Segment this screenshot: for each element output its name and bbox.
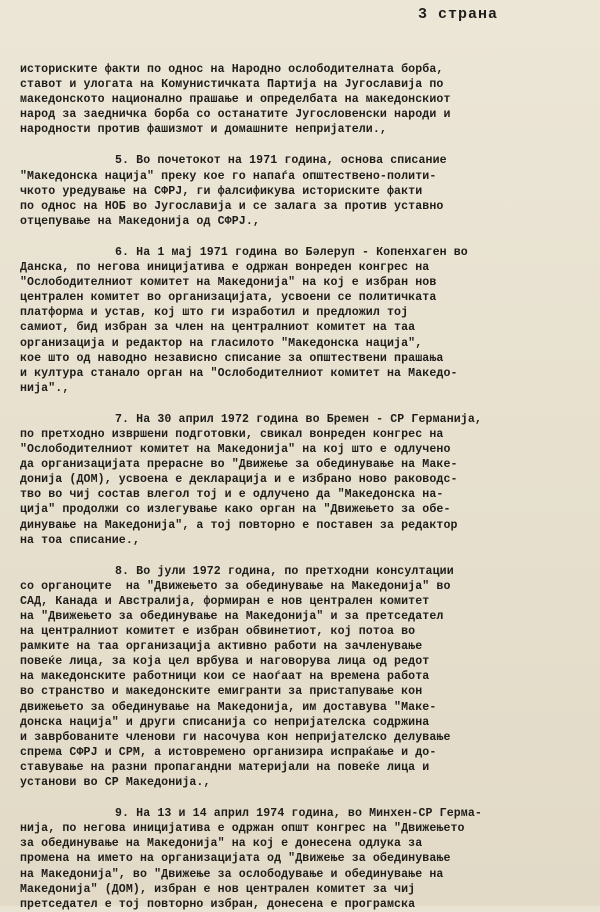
- text-line: самиот, бид избран за член на централниот комитет на таа: [20, 321, 416, 335]
- text-line: установи во СР Македонија.,: [20, 776, 211, 790]
- text-line: спрема СФРЈ и СРМ, а истовремено организира испраќање и до-: [20, 745, 437, 759]
- text-line: ставување на разни пропагандни материјали на повеќе лица и: [20, 760, 430, 774]
- text-line: по претходно извршени подготовки, свикал вонреден конгрес на: [20, 427, 444, 441]
- text-line: 8. Во јули 1972 година, по претходни консултации: [115, 564, 454, 578]
- text-line: народности против фашизмот и домашните непријатели.,: [20, 123, 387, 137]
- text-line: донска нација" и други списанија со непријателска содржина: [20, 715, 430, 729]
- page-number: 3 страна: [418, 6, 499, 23]
- text-line: рамките на таа организација активно работи на зачленување: [20, 640, 423, 654]
- text-line: историските факти по однос на Народно ослободителната борба,: [20, 63, 444, 76]
- text-line: на македонските работници кои се наоѓаат на времена работа: [20, 670, 430, 684]
- text-line: "Ослободителниот комитет на Македонија" на кој што е одлучено: [20, 443, 451, 457]
- text-line: организација и редактор на гласилото "Македонска нација",: [20, 336, 423, 350]
- text-line: на тоа списание.,: [20, 533, 140, 547]
- paragraph: [20, 806, 585, 912]
- paragraph: [20, 564, 585, 790]
- text-line: и култура станало орган на "Ослободителниот комитет на Македо-: [20, 366, 458, 380]
- text-line: за обединување на Македонија" на кој е донесена одлука за: [20, 837, 423, 851]
- text-line: отцепување на Македонија од СФРЈ.,: [20, 214, 260, 228]
- text-line: на Македонија", во "Движење за ослободување и обединување на: [20, 867, 444, 881]
- text-line: македонското национално прашање и определбата на македонскиот: [20, 93, 451, 107]
- paragraph: [20, 245, 585, 396]
- text-line: 5. Во почетокот на 1971 година, основа списание: [115, 154, 447, 168]
- text-line: претседател е тој повторно избран, донесена е програмска: [20, 897, 416, 911]
- text-line: "Ослободителниот комитет на Македонија" на кој е избран нов: [20, 276, 437, 290]
- text-line: платформа и устав, кој што ги изработил и предложил тој: [20, 306, 409, 320]
- text-line: и заврбованите членови ги насочува кон непријателско делување: [20, 730, 451, 744]
- text-line: САД, Канада и Австралија, формиран е нов централен комитет: [20, 594, 430, 608]
- text-line: чкото уредување на СФРЈ, ги фалсификува историските факти: [20, 184, 423, 198]
- text-line: тво во чиј состав влегол тој и е одлучено да "Македонска на-: [20, 488, 444, 502]
- text-line: ција" продолжи со излегување како орган на "Движењето за обе-: [20, 503, 451, 517]
- text-line: "Македонска нација" преку кое го напаѓа општествено-полити-: [20, 169, 437, 183]
- text-line: по однос на НОБ во Југославија и се залага за против уставно: [20, 199, 444, 213]
- text-line: Данска, по негова иницијатива е одржан вонреден конгрес на: [20, 261, 430, 275]
- text-line: повеќе лица, за која цел врбува и наговорува лица од редот: [20, 655, 430, 669]
- text-line: да организацијата прерасне во "Движење за обединување на Маке-: [20, 458, 458, 472]
- paragraph: [20, 153, 585, 228]
- text-line: на централниот комитет е избран обвинетиот, кој потоа во: [20, 625, 416, 639]
- text-line: донија (ДОМ), усвоена е декларација и е избрано ново раководс-: [20, 473, 458, 487]
- text-line: нија, по негова иницијатива е одржан општ конгрес на "Движењето: [20, 822, 465, 836]
- text-line: кое што од наводно независно списание за општествени прашања: [20, 351, 444, 365]
- text-line: движењето за обединување на Македонија, им доставува "Маке-: [20, 700, 437, 714]
- text-line: Македонија" (ДОМ), избран е нов централен комитет за чиј: [20, 882, 416, 896]
- text-line: нија".,: [20, 381, 70, 395]
- paragraph: [20, 412, 585, 548]
- text-line: 6. На 1 мај 1971 година во Бәлеруп - Копенхаген во: [115, 245, 468, 259]
- text-line: промена на името на организацијата од "Движење за обединување: [20, 852, 451, 866]
- text-line: народ за заедничка борба со останатите Југословенски народи и: [20, 108, 451, 122]
- document-body: [20, 62, 585, 912]
- text-line: со органоците на "Движењето за обединување на Македонија" во: [20, 579, 451, 593]
- text-line: во странство и македонските емигранти за пристапување кон: [20, 685, 423, 699]
- text-line: 7. На 30 април 1972 година во Бремен - СР Германија,: [115, 412, 482, 426]
- text-line: 9. На 13 и 14 април 1974 година, во Минхен-СР Герма-: [115, 807, 482, 821]
- text-line: ставот и улогата на Комунистичката Партија на Југославија по: [20, 78, 444, 92]
- text-line: на "Движењето за обединување на Македонија" и за претседател: [20, 610, 444, 623]
- text-line: динување на Македонија", а тој повторно е поставен за редактор: [20, 518, 458, 532]
- paragraph: [20, 62, 585, 137]
- text-line: централен комитет во организацијата, усвоени се политичката: [20, 291, 437, 305]
